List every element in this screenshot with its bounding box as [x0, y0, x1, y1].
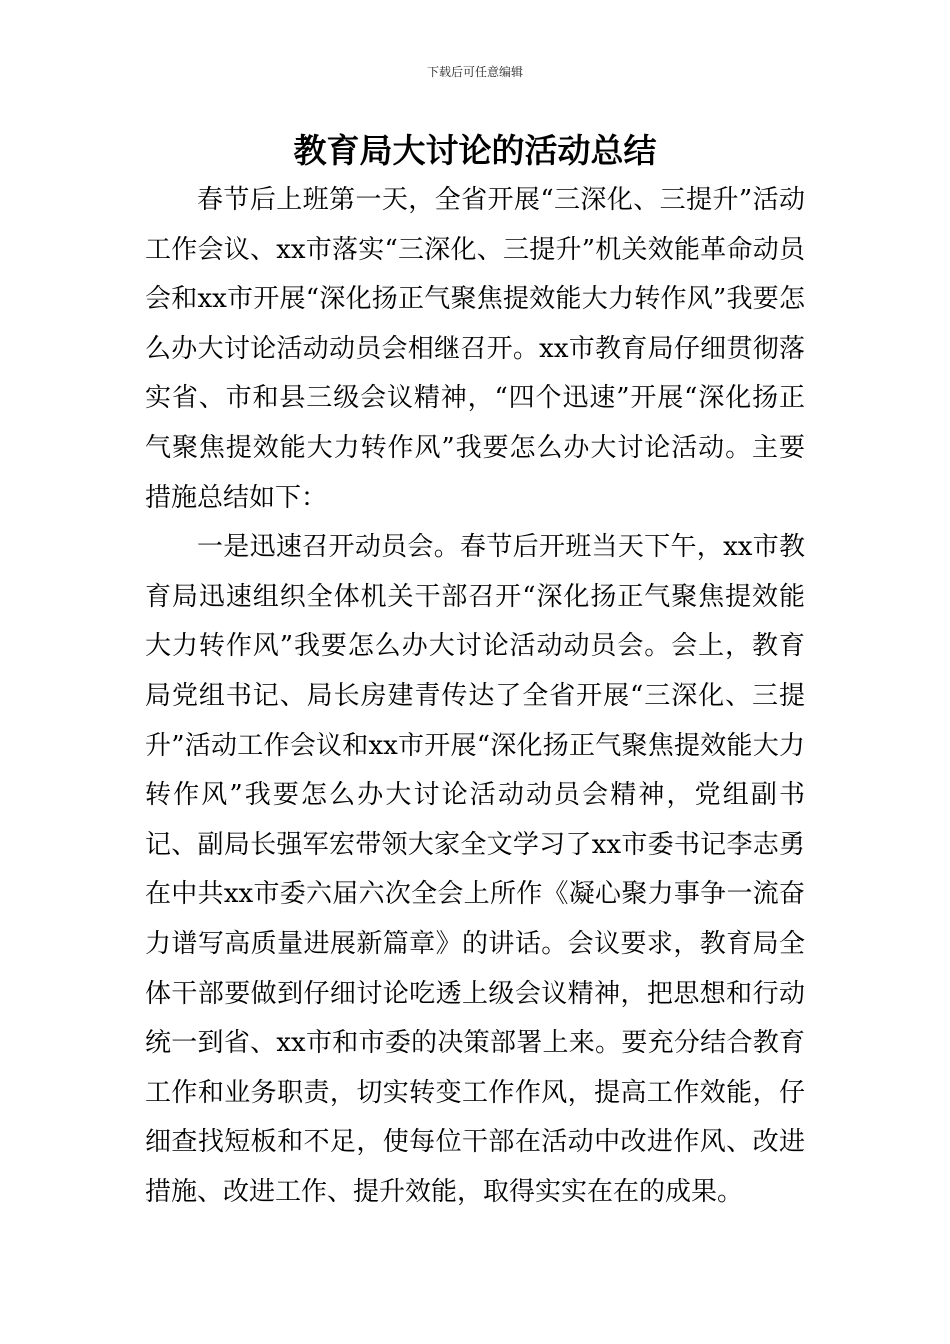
- header-note: 下载后可任意编辑: [426, 65, 523, 79]
- paragraph-intro: 春节后上班第一天，全省开展“三深化、三提升”活动工作会议、xx市落实“三深化、三提升”机关效能革命动员会和xx市开展“深化扬正气聚焦提效能大力转作风”我要怎么办大讨论活动动员会相继召开。xx市教育局仔细贯彻落实省、市和县三级会议精神，“四个迅速”开展“深化扬正气聚焦提效能大力转作风”我要怎么办大讨论活动。主要措施总结如下：: [145, 185, 805, 513]
- document-title: 教育局大讨论的活动总结: [293, 131, 657, 170]
- paragraph-measure-one: 一是迅速召开动员会。春节后开班当天下午，xx市教育局迅速组织全体机关干部召开“深化扬正气聚焦提效能大力转作风”我要怎么办大讨论活动动员会。会上，教育局党组书记、局长房建青传达了全省开展“三深化、三提升”活动工作会议和xx市开展“深化扬正气聚焦提效能大力转作风”我要怎么办大讨论活动动员会精神，党组副书记、副局长强军宏带领大家全文学习了xx市委书记李志勇在中共xx市委六届六次全会上所作《凝心聚力事争一流奋力谱写高质量进展新篇章》的讲话。会议要求，教育局全体干部要做到仔细讨论吃透上级会议精神，把思想和行动统一到省、xx市和市委的决策部署上来。要充分结合教育工作和业务职责，切实转变工作作风，提高工作效能，仔细查找短板和不足，使每位干部在活动中改进作风、改进措施、改进工作、提升效能，取得实实在在的成果。: [145, 532, 805, 1207]
- document-body: [145, 176, 805, 1217]
